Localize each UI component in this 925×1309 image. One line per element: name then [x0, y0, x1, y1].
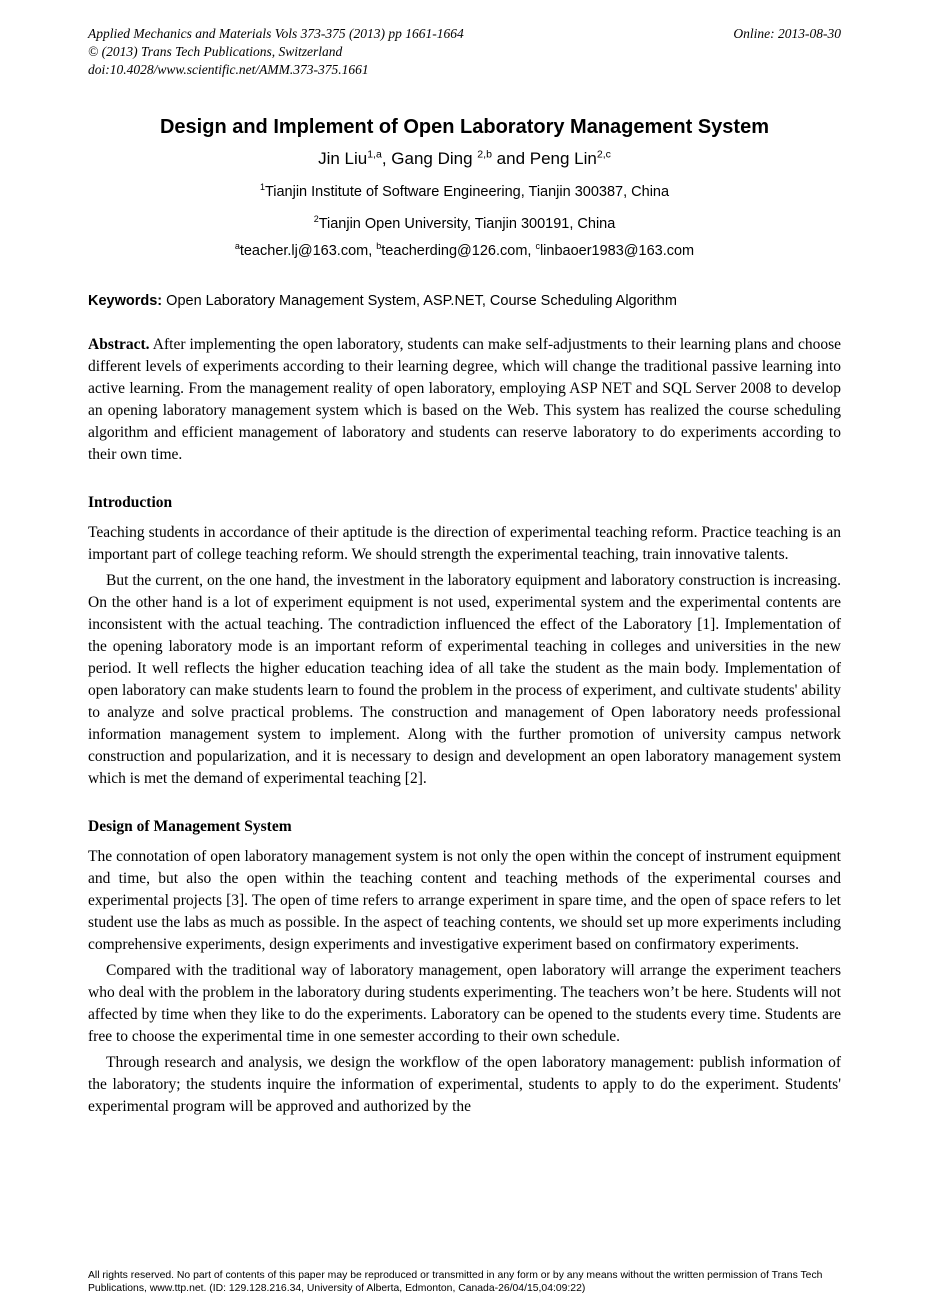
- authors-line: [88, 148, 841, 170]
- keywords-line: [88, 292, 841, 310]
- rights-footer: All rights reserved. No part of contents of this paper may be reproduced or transmitted in any form or by any means without the written permission of Trans Tech Publications, www.ttp.net. (ID: 129.128.216.34, University of Alberta, Edmonton, Canada-26/04/15,04:09:22): [88, 1270, 823, 1294]
- online-date: Online: 2013-08-30: [733, 26, 841, 41]
- affiliation-text: Tianjin Institute of Software Engineering, Tianjin 300387, China: [264, 184, 670, 200]
- affiliation-marker: 1: [259, 182, 265, 193]
- emails-line: [88, 243, 841, 260]
- email-marker: b: [376, 241, 382, 252]
- paragraph: Through research and analysis, we design the workflow of the open laboratory management: publish information of the laboratory; the students inquire the information of experimental, students to apply to do the experiment. Students' experimental program will be approved and authorized by the: [88, 1054, 841, 1115]
- paragraph: Compared with the traditional way of laboratory management, open laboratory will arrange the experiment teachers who deal with the problem in the laboratory during students experimenting. The teachers won’t be here. Students will not affected by time when they like to do the experiments. Laboratory can be opened to the students every time. Students are free to choose the experimental time in one semester according to their own schedule.: [88, 962, 841, 1045]
- affiliation-line: [88, 184, 841, 201]
- paragraph: Teaching students in accordance of their aptitude is the direction of experimental teaching reform. Practice teaching is an important part of college teaching reform. We should strength the experimental teaching, train innovative talents.: [88, 524, 841, 563]
- author-affil-marker: 2,b: [477, 148, 492, 161]
- abstract-text: After implementing the open laboratory, students can make self-adjustments to their learning plans and choose different levels of experiments according to their learning degree, which will change the traditional passive learning into active learning. From the management reality of open laboratory, employing ASP NET and SQL Server 2008 to develop an opening laboratory management system which is based on the Web. This system has realized the course scheduling algorithm and efficient management of laboratory and students can reserve laboratory to do experiments according to their own time.: [88, 336, 841, 463]
- author-name: and Peng Lin: [491, 149, 597, 168]
- affiliation-line: [88, 216, 841, 233]
- author-affil-marker: 1,a: [367, 148, 382, 161]
- copyright-line: © (2013) Trans Tech Publications, Switzerland: [88, 44, 343, 59]
- section-heading-introduction: Introduction: [88, 494, 173, 511]
- email-marker: a: [234, 241, 240, 252]
- affiliation-marker: 2: [313, 214, 319, 225]
- abstract-paragraph: [88, 334, 841, 466]
- author-name: , Gang Ding: [381, 149, 478, 168]
- journal-header: [88, 25, 841, 79]
- page-title: Design and Implement of Open Laboratory Management System: [159, 116, 769, 138]
- journal-header-left: [88, 25, 464, 79]
- author-name: Jin Liu: [318, 149, 368, 168]
- email-text: teacher.lj@163.com,: [239, 243, 377, 259]
- affiliation-text: Tianjin Open University, Tianjin 300191, China: [318, 216, 616, 232]
- section-heading-design: Design of Management System: [88, 818, 292, 835]
- doi-line: doi:10.4028/www.scientific.net/AMM.373-375.1661: [88, 62, 369, 77]
- abstract-label: Abstract.: [88, 336, 150, 353]
- paragraph: The connotation of open laboratory management system is not only the open within the concept of instrument equipment and time, but also the open within the teaching content and teaching methods of the experimental courses and experimental projects [3]. The open of time refers to arrange experiment in spare time, and the open of space refers to let student use the labs as much as possible. In the aspect of teaching contents, we should set up more experiments including comprehensive experiments, design experiments and investigative experiment based on confirmatory experiments.: [88, 848, 841, 953]
- email-text: linbaoer1983@163.com: [539, 243, 695, 259]
- email-text: teacherding@126.com,: [381, 243, 536, 259]
- keywords-text: Open Laboratory Management System, ASP.NET, Course Scheduling Algorithm: [166, 293, 677, 309]
- email-marker: c: [535, 241, 540, 252]
- paragraph: But the current, on the one hand, the investment in the laboratory equipment and laboratory construction is increasing. On the other hand is a lot of experiment equipment is not used, experimental system and the experimental contents are inconsistent with the actual teaching. The contradiction influenced the effect of the Laboratory [1]. Implementation of the opening laboratory mode is an important reform of experimental teaching in colleges and universities in the new period. It well reflects the higher education teaching idea of all take the student as the main body. Implementation of open laboratory can make students learn to found the problem in the process of experiment, and cultivate students' ability to analyze and solve practical problems. The construction and management of Open laboratory needs professional information management system to implement. Along with the further promotion of university campus network construction and popularization, and it is necessary to design and development an open laboratory management system which is met the demand of experimental teaching [2].: [88, 572, 841, 787]
- journal-citation-line: Applied Mechanics and Materials Vols 373-375 (2013) pp 1661-1664: [88, 26, 464, 41]
- author-affil-marker: 2,c: [596, 148, 611, 161]
- keywords-label: Keywords:: [88, 293, 163, 309]
